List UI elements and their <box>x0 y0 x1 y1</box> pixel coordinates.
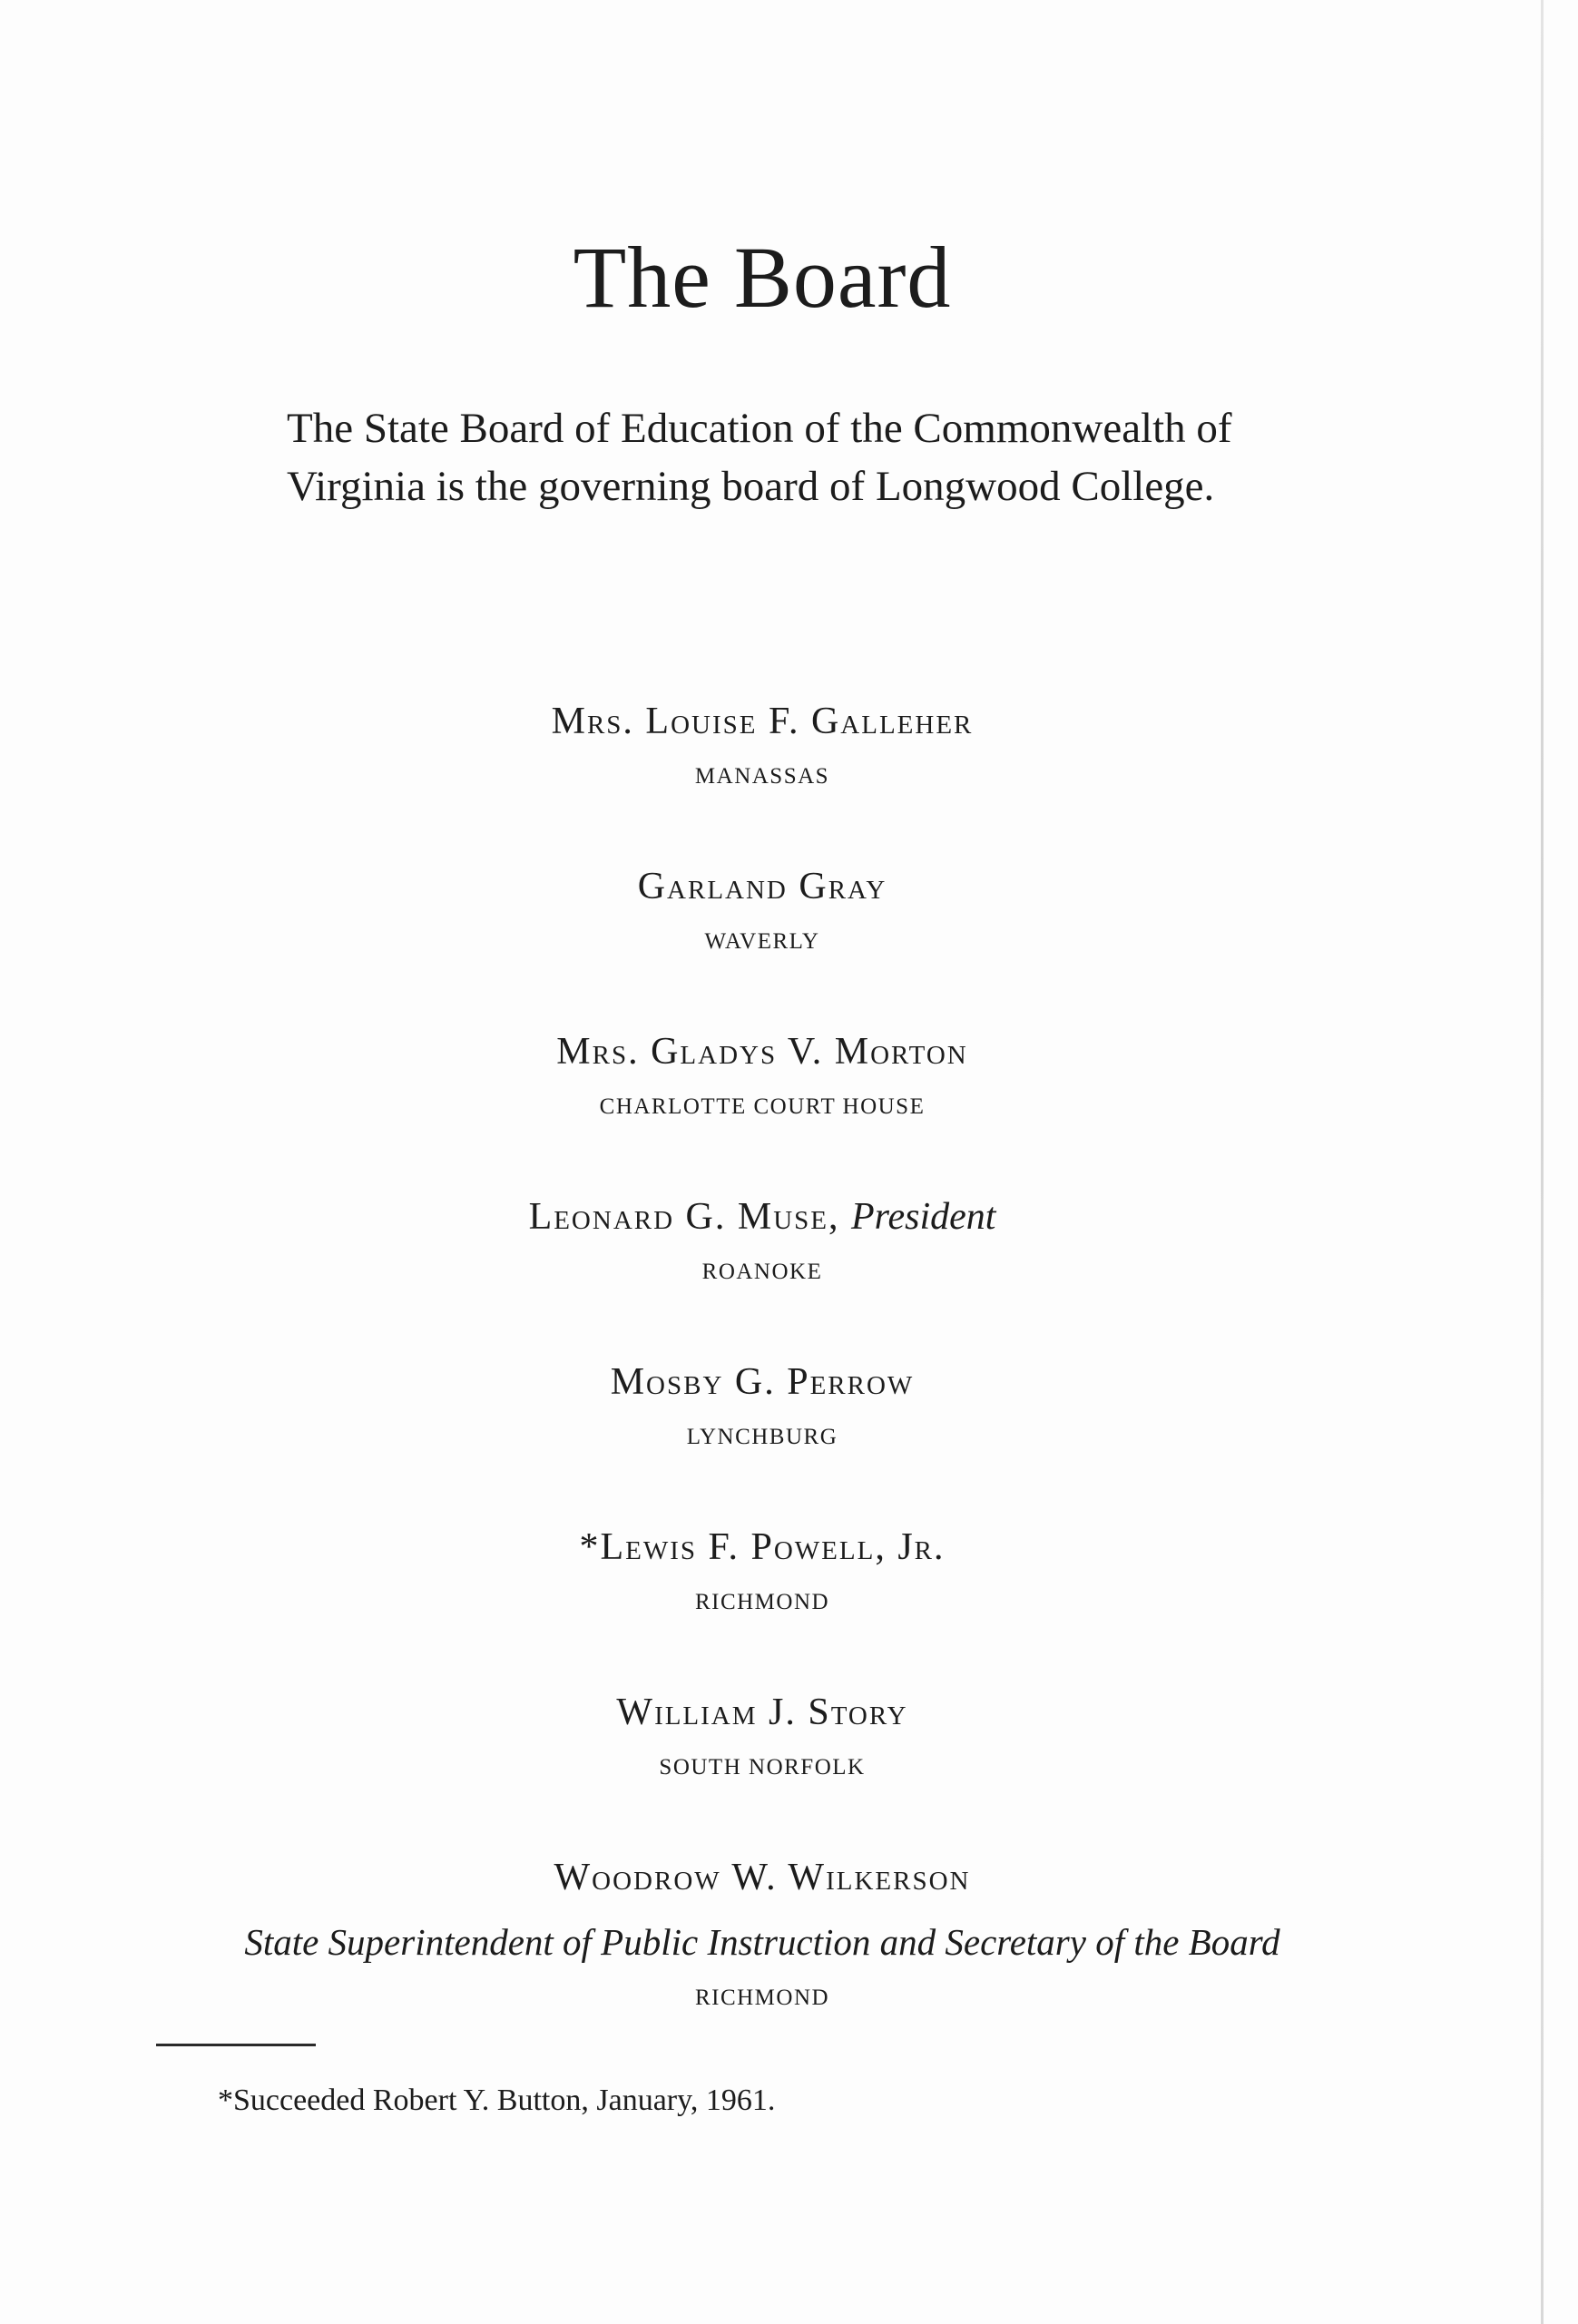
member-name: Mrs. Louise F. Galleher <box>551 701 974 742</box>
member-place: WAVERLY <box>704 929 820 954</box>
footnote-rule <box>156 2044 316 2046</box>
member-name: Mrs. Gladys V. Morton <box>556 1031 968 1073</box>
member-place: ROANOKE <box>701 1260 823 1284</box>
member-name: Garland Gray <box>637 866 887 907</box>
member-place: CHARLOTTE COURT HOUSE <box>599 1094 926 1119</box>
board-member <box>0 1191 1524 1357</box>
member-name: Leonard G. Muse, President <box>528 1196 996 1238</box>
board-secretary <box>0 1852 1524 2017</box>
board-member <box>0 1026 1524 1191</box>
member-name: *Lewis F. Powell, Jr. <box>579 1526 946 1568</box>
intro-paragraph: The State Board of Education of the Commonwealth of Virginia is the governing board of Longwood College. <box>287 405 1232 510</box>
board-member <box>0 696 1524 861</box>
board-member <box>0 1522 1524 1687</box>
board-member <box>0 1687 1524 1852</box>
member-place: MANASSAS <box>694 764 830 789</box>
board-member <box>0 861 1524 1026</box>
board-member <box>0 1357 1524 1522</box>
board-member-list <box>0 696 1524 2017</box>
member-place: SOUTH NORFOLK <box>659 1755 866 1780</box>
member-name: Mosby G. Perrow <box>610 1361 915 1403</box>
secretary-role: State Superintendent of Public Instruction and Secretary of the Board <box>244 1921 1280 1963</box>
member-role: President <box>851 1196 996 1238</box>
page-title: The Board <box>573 229 952 326</box>
footnote: *Succeeded Robert Y. Button, January, 1961. <box>218 2084 776 2117</box>
member-name: William J. Story <box>616 1692 908 1733</box>
member-place: RICHMOND <box>694 1590 830 1614</box>
member-place: RICHMOND <box>694 1986 830 2010</box>
member-name: Woodrow W. Wilkerson <box>554 1857 971 1898</box>
page-edge <box>1541 0 1544 2324</box>
member-place: LYNCHBURG <box>686 1425 838 1449</box>
